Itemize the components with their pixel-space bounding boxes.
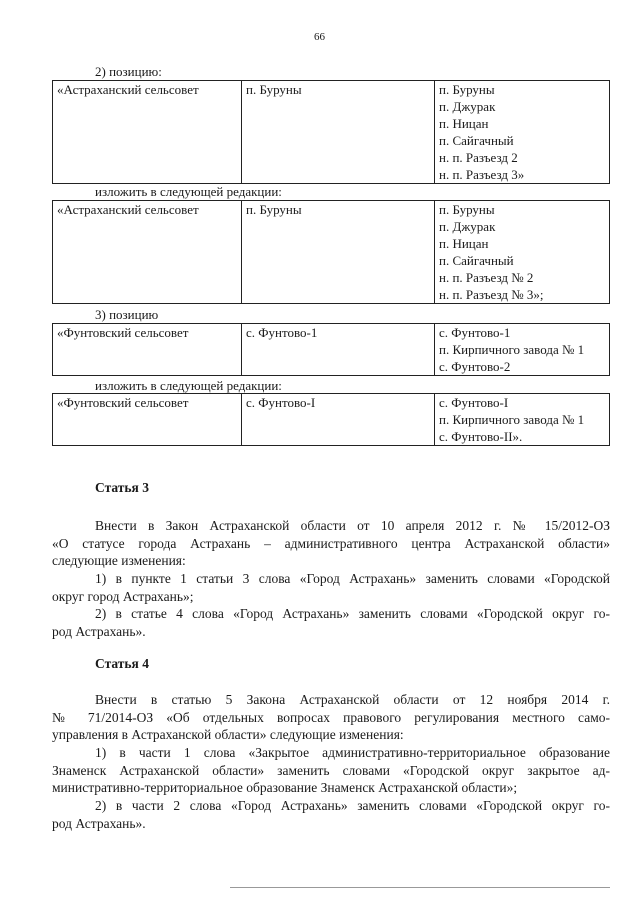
article-3-item-2 xyxy=(52,605,610,640)
page-number: 66 xyxy=(314,31,325,43)
article-4-item-2 xyxy=(52,797,610,832)
text-line: «О статусе города Астрахань – административного центра Астраханской области» xyxy=(52,535,610,551)
article-3-heading: Статья 3 xyxy=(95,480,149,495)
article-4-heading: Статья 4 xyxy=(95,656,149,671)
settlement-line: п. Буруны xyxy=(439,202,495,217)
table-row xyxy=(53,201,610,304)
center-cell: п. Буруны xyxy=(242,81,435,184)
settlement-line: с. Фунтово-II». xyxy=(439,429,523,444)
text-line: 1) в пункте 1 статьи 3 слова «Город Астрахань» заменить словами «Городской xyxy=(95,571,610,586)
label-replace-2: изложить в следующей редакции: xyxy=(95,378,282,393)
text-line: Внести в Закон Астраханской области от 10 апреля 2012 г. № 15/2012-ОЗ xyxy=(95,518,610,533)
settlement-table-1 xyxy=(52,80,610,184)
settlement-table-3 xyxy=(52,323,610,376)
text-line: № 71/2014-ОЗ «Об отдельных вопросах правового регулирования местного само- xyxy=(52,709,610,725)
center-cell: с. Фунтово-I xyxy=(242,394,435,446)
table-row xyxy=(53,81,610,184)
text-line: округ город Астрахань»; xyxy=(52,588,194,604)
article-3-item-1 xyxy=(52,570,610,605)
text-line: 1) в части 1 слова «Закрытое административно-территориальное образование xyxy=(95,745,610,760)
settlement-line: п. Джурак xyxy=(439,219,496,234)
settlement-line: п. Ницан xyxy=(439,236,489,251)
text-line: Внести в статью 5 Закона Астраханской области от 12 ноября 2014 г. xyxy=(95,692,610,707)
settlements-cell xyxy=(435,81,610,184)
settlement-line: п. Джурак xyxy=(439,99,496,114)
district-cell: «Астраханский сельсовет xyxy=(53,201,242,304)
district-cell: «Астраханский сельсовет xyxy=(53,81,242,184)
district-cell: «Фунтовский сельсовет xyxy=(53,394,242,446)
settlement-line: с. Фунтово-1 xyxy=(439,325,511,340)
article-4-intro xyxy=(52,691,610,744)
settlement-line: с. Фунтово-I xyxy=(439,395,509,410)
settlement-line: п. Кирпичного завода № 1 xyxy=(439,412,585,427)
label-position-3: 3) позицию xyxy=(95,307,159,322)
settlements-cell xyxy=(435,201,610,304)
settlement-line: п. Кирпичного завода № 1 xyxy=(439,342,585,357)
text-line: 2) в части 2 слова «Город Астрахань» заменить словами «Городской округ го- xyxy=(95,798,610,813)
district-cell: «Фунтовский сельсовет xyxy=(53,324,242,376)
settlement-line: с. Фунтово-2 xyxy=(439,359,511,374)
settlement-line: н. п. Разъезд № 3»; xyxy=(439,287,544,302)
settlement-line: н. п. Разъезд 2 xyxy=(439,150,518,165)
settlement-line: п. Ницан xyxy=(439,116,489,131)
text-line: управления в Астраханской области» следующие изменения: xyxy=(52,727,404,742)
settlement-line: н. п. Разъезд № 2 xyxy=(439,270,534,285)
settlement-line: п. Сайгачный xyxy=(439,133,514,148)
table-row xyxy=(53,394,610,446)
text-line: род Астрахань». xyxy=(52,623,146,639)
table-row xyxy=(53,324,610,376)
label-replace-1: изложить в следующей редакции: xyxy=(95,184,282,199)
article-3-intro xyxy=(52,517,610,570)
settlements-cell xyxy=(435,394,610,446)
text-line: Знаменск Астраханской области» заменить словами «Городской округ закрытое ад- xyxy=(52,762,610,778)
article-4-item-1 xyxy=(52,744,610,797)
center-cell: с. Фунтово-1 xyxy=(242,324,435,376)
settlement-table-2 xyxy=(52,200,610,304)
text-line: род Астрахань». xyxy=(52,815,146,831)
settlement-table-4 xyxy=(52,393,610,446)
label-position-2: 2) позицию: xyxy=(95,64,162,79)
settlement-line: п. Буруны xyxy=(439,82,495,97)
text-line: министративно-территориальное образование Знаменск Астраханской области»; xyxy=(52,780,518,795)
text-line: следующие изменения: xyxy=(52,553,186,568)
footer-divider xyxy=(230,887,610,888)
settlement-line: п. Сайгачный xyxy=(439,253,514,268)
text-line: 2) в статье 4 слова «Город Астрахань» заменить словами «Городской округ го- xyxy=(95,606,610,621)
settlements-cell xyxy=(435,324,610,376)
settlement-line: н. п. Разъезд 3» xyxy=(439,167,525,182)
center-cell: п. Буруны xyxy=(242,201,435,304)
